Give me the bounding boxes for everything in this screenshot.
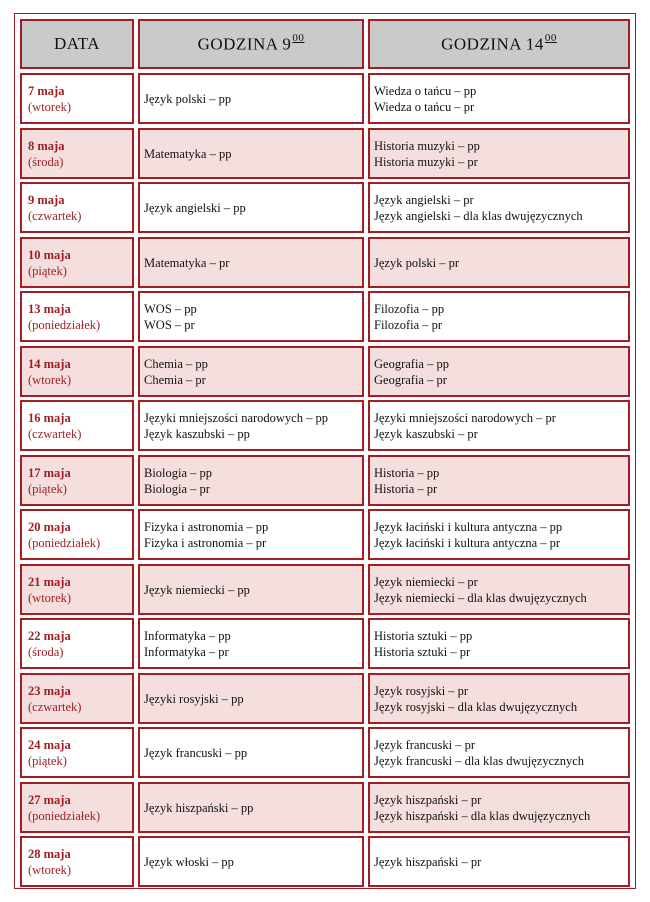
morning-exams-cell — [138, 836, 364, 887]
exam-entry: Język francuski – pp — [144, 745, 248, 760]
exam-entry: Języki mniejszości narodowych – pr — [374, 410, 556, 425]
date-weekday: (wtorek) — [28, 862, 72, 877]
morning-exams-cell — [138, 782, 364, 833]
afternoon-exams-cell — [368, 564, 630, 615]
date-day: 21 maja — [28, 574, 71, 589]
date-weekday: (środa) — [28, 644, 64, 659]
exam-entry: Historia – pr — [374, 481, 438, 496]
exam-entry: Język niemiecki – pr — [374, 574, 478, 589]
exam-entry: Matematyka – pp — [144, 146, 232, 161]
date-day: 14 maja — [28, 356, 71, 371]
date-day: 10 maja — [28, 247, 71, 262]
morning-exams-cell — [138, 509, 364, 560]
afternoon-exams-cell — [368, 782, 630, 833]
date-cell — [20, 346, 134, 397]
date-day: 8 maja — [28, 138, 65, 153]
morning-exams-cell — [138, 455, 364, 506]
date-weekday: (wtorek) — [28, 372, 72, 387]
exam-entry: Język polski – pr — [374, 255, 460, 270]
date-weekday: (wtorek) — [28, 590, 72, 605]
afternoon-exams-cell — [368, 455, 630, 506]
date-weekday: (poniedziałek) — [28, 808, 101, 823]
exam-entry: Języki rosyjski – pp — [144, 691, 244, 706]
date-cell — [20, 509, 134, 560]
exam-entry: WOS – pp — [144, 301, 197, 316]
exam-entry: Język kaszubski – pp — [144, 426, 250, 441]
exam-entry: Język hiszpański – pr — [374, 792, 482, 807]
exam-entry: Język kaszubski – pr — [374, 426, 478, 441]
date-day: 13 maja — [28, 301, 71, 316]
morning-exams-cell — [138, 400, 364, 451]
date-weekday: (czwartek) — [28, 208, 82, 223]
date-cell — [20, 782, 134, 833]
exam-entry: Język rosyjski – pr — [374, 683, 469, 698]
morning-exams-cell — [138, 182, 364, 233]
morning-exams-cell — [138, 618, 364, 669]
exam-entry: Język hiszpański – pp — [144, 800, 254, 815]
date-day: 27 maja — [28, 792, 71, 807]
exam-entry: Język polski – pp — [144, 91, 232, 106]
exam-entry: Historia sztuki – pp — [374, 628, 473, 643]
date-weekday: (piątek) — [28, 263, 67, 278]
exam-entry: Historia muzyki – pp — [374, 138, 480, 153]
exam-entry: Język łaciński i kultura antyczna – pr — [374, 535, 561, 550]
exam-entry: Historia sztuki – pr — [374, 644, 471, 659]
date-day: 7 maja — [28, 83, 65, 98]
morning-exams-cell — [138, 673, 364, 724]
date-day: 28 maja — [28, 846, 71, 861]
date-cell — [20, 673, 134, 724]
exam-entry: Historia – pp — [374, 465, 440, 480]
exam-entry: Fizyka i astronomia – pr — [144, 535, 267, 550]
date-cell — [20, 727, 134, 778]
exam-entry: Biologia – pr — [144, 481, 210, 496]
afternoon-exams-cell — [368, 727, 630, 778]
exam-entry: Geografia – pp — [374, 356, 449, 371]
date-cell — [20, 182, 134, 233]
date-day: 17 maja — [28, 465, 71, 480]
date-cell — [20, 291, 134, 342]
date-cell — [20, 400, 134, 451]
afternoon-exams-cell — [368, 618, 630, 669]
exam-entry: Język angielski – pp — [144, 200, 246, 215]
date-weekday: (wtorek) — [28, 99, 72, 114]
exam-entry: Język angielski – pr — [374, 192, 474, 207]
exam-entry: Wiedza o tańcu – pp — [374, 83, 477, 98]
date-weekday: (piątek) — [28, 481, 67, 496]
morning-exams-cell — [138, 128, 364, 179]
header-date-label: DATA — [54, 34, 100, 53]
date-weekday: (piątek) — [28, 753, 67, 768]
afternoon-exams-cell — [368, 237, 630, 288]
afternoon-exams-cell — [368, 182, 630, 233]
afternoon-exams-cell — [368, 73, 630, 124]
exam-entry: Język włoski – pp — [144, 854, 234, 869]
date-cell — [20, 128, 134, 179]
afternoon-exams-cell — [368, 509, 630, 560]
header-morning — [138, 19, 364, 69]
exam-entry: Biologia – pp — [144, 465, 213, 480]
afternoon-exams-cell — [368, 400, 630, 451]
date-cell — [20, 455, 134, 506]
header-morning-label: GODZINA $9^{00}$ — [197, 31, 305, 54]
morning-exams-cell — [138, 237, 364, 288]
exam-entry: WOS – pr — [144, 317, 195, 332]
header-afternoon-label: GODZINA $14^{00}$ — [441, 31, 557, 54]
exam-entry: Język francuski – pr — [374, 737, 476, 752]
exam-entry: Matematyka – pr — [144, 255, 230, 270]
exam-entry: Chemia – pp — [144, 356, 208, 371]
header-date — [20, 19, 134, 69]
exam-entry: Język hiszpański – pr — [374, 854, 482, 869]
exam-entry: Język niemiecki – pp — [144, 582, 250, 597]
date-day: 24 maja — [28, 737, 71, 752]
date-day: 20 maja — [28, 519, 71, 534]
date-cell — [20, 836, 134, 887]
exam-entry: Język hiszpański – dla klas dwujęzycznych — [374, 808, 591, 823]
exam-entry: Języki mniejszości narodowych – pp — [144, 410, 328, 425]
date-weekday: (poniedziałek) — [28, 317, 101, 332]
date-day: 22 maja — [28, 628, 71, 643]
morning-exams-cell — [138, 564, 364, 615]
exam-entry: Język rosyjski – dla klas dwujęzycznych — [374, 699, 578, 714]
afternoon-exams-cell — [368, 346, 630, 397]
date-weekday: (środa) — [28, 154, 64, 169]
date-cell — [20, 237, 134, 288]
exam-entry: Geografia – pr — [374, 372, 447, 387]
morning-exams-cell — [138, 727, 364, 778]
morning-exams-cell — [138, 73, 364, 124]
date-day: 16 maja — [28, 410, 71, 425]
date-cell — [20, 618, 134, 669]
date-weekday: (poniedziałek) — [28, 535, 101, 550]
date-cell — [20, 73, 134, 124]
afternoon-exams-cell — [368, 836, 630, 887]
exam-entry: Filozofia – pr — [374, 317, 443, 332]
exam-entry: Filozofia – pp — [374, 301, 445, 316]
morning-exams-cell — [138, 291, 364, 342]
afternoon-exams-cell — [368, 291, 630, 342]
exam-entry: Informatyka – pr — [144, 644, 229, 659]
afternoon-exams-cell — [368, 673, 630, 724]
exam-entry: Chemia – pr — [144, 372, 206, 387]
exam-entry: Wiedza o tańcu – pr — [374, 99, 475, 114]
exam-entry: Historia muzyki – pr — [374, 154, 478, 169]
date-cell — [20, 564, 134, 615]
exam-entry: Język niemiecki – dla klas dwujęzycznych — [374, 590, 587, 605]
date-day: 9 maja — [28, 192, 65, 207]
morning-exams-cell — [138, 346, 364, 397]
exam-entry: Język łaciński i kultura antyczna – pp — [374, 519, 563, 534]
afternoon-exams-cell — [368, 128, 630, 179]
exam-entry: Język francuski – dla klas dwujęzycznych — [374, 753, 584, 768]
header-afternoon — [368, 19, 630, 69]
date-weekday: (czwartek) — [28, 426, 82, 441]
date-day: 23 maja — [28, 683, 71, 698]
exam-entry: Język angielski – dla klas dwujęzycznych — [374, 208, 583, 223]
date-weekday: (czwartek) — [28, 699, 82, 714]
exam-entry: Fizyka i astronomia – pp — [144, 519, 269, 534]
exam-entry: Informatyka – pp — [144, 628, 231, 643]
